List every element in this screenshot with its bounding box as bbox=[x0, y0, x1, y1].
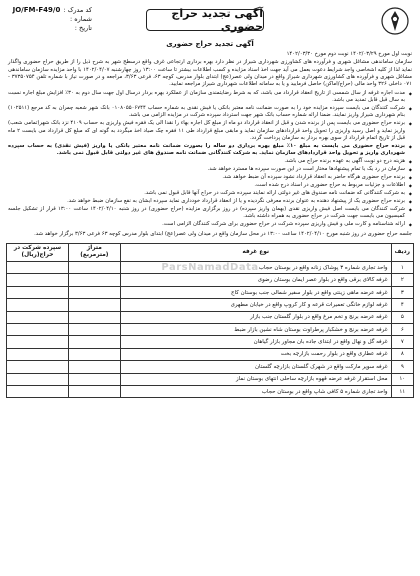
table-row bbox=[7, 348, 414, 360]
condition-item: ◆ شرکت کنندگان می بایست سپرده مزایده خود را به صورت ضمانت نامه معتبر بانکی یا فیش نقدی به شماره حساب ۰۱۰۸۰۵۵۰۶۷۴۴ بانک شهر شعبه چمران به کد مرجع (۱۰۲۵۱۱) بنام شهرداری شیراز واریز نمایند. ضمنا ارائه شماره حساب بانک شهر جهت استرداد سپرده شرکت در مزایده الزامی می باشد. bbox=[8, 105, 412, 120]
row-description: غرفه عرضه ماهی زینتی واقع در بلوار سفیر شمالی جنب بوستان کاج bbox=[120, 286, 391, 298]
row-area bbox=[68, 299, 120, 311]
row-deposit bbox=[7, 361, 69, 373]
condition-item: ◆ سازمان در رد یک یا تمام پیشنهادها مختار است در این صورت سپرده ها مسترد خواهد شد. bbox=[8, 166, 412, 173]
row-area bbox=[68, 262, 120, 274]
publication-dates: نوبت اول مورخ ۱۴۰۲/۰۳/۲۹ نوبت دوم مورخ ۱۴۰۲/۰۳/۳۰ bbox=[286, 51, 412, 57]
table-row bbox=[7, 323, 414, 335]
row-deposit bbox=[7, 299, 69, 311]
row-deposit bbox=[7, 286, 69, 298]
row-area bbox=[68, 311, 120, 323]
row-deposit bbox=[7, 311, 69, 323]
row-index: ۳ bbox=[391, 286, 413, 298]
table-header-row bbox=[7, 243, 414, 261]
condition-item: ◆ به شرکت کنندگانی که ضمانت نامه صندوق های غیر دولتی ارائه نمایند سپرده شرکت در حراج آنها قابل قبول نمی باشد. bbox=[8, 190, 412, 197]
code-label: کد مدرک : bbox=[63, 6, 92, 14]
row-index: ۱۰ bbox=[391, 373, 413, 385]
row-description: غرفه گل و نهال واقع در ابتدای جاده بان مجاور بازار گیاهان bbox=[120, 336, 391, 348]
row-area bbox=[68, 286, 120, 298]
condition-item: ◆ برنده حراج حضوری می بایست به مبلغ ۱۰٪ مبلغ بهره برداری دو ساله را بصورت ضمانت نامه معتبر بانکی یا واریز (فیش نقدی) به حساب سپرده شهرداری واریز و تحویل واحد قراردادهای سازمان نماید. به شرکت کنندگانی ضمانت نامه صندوق های غیر دولتی قابل قبول نمی باشد. bbox=[8, 143, 412, 158]
row-deposit bbox=[7, 385, 69, 397]
row-index: ۷ bbox=[391, 336, 413, 348]
row-deposit bbox=[7, 323, 69, 335]
row-description: غرفه عرضه برنج و تخم مرغ واقع در بلوار گلستان جنب بازار bbox=[120, 311, 391, 323]
table-row bbox=[7, 274, 414, 286]
row-description: واحد تجاری شماره ۵ کافی شاپ واقع در بوستان حجاب bbox=[120, 385, 391, 397]
row-area bbox=[68, 385, 120, 397]
table-row bbox=[7, 286, 414, 298]
condition-item: ◆ برنده حراج حضوری یک از پیشنهاد دهنده به عنوان برنده معرفی نگردیده و یا از انعقاد قرارداد خودداری نماید سپرده ایشان به نفع سازمان ضبط خواهد شد. bbox=[8, 198, 412, 205]
venue-note: جلسه حراج حضوری در روز شنبه مورخ ۱۴۰۲/۰۴/۱۰ ساعت ۱۳:۰۰ در محل سازمان واقع در میدان ولی عصر(عج) ابتدای بلوار مدرس کوچه ۶۳ فرعی ۳/۶۳ برگزار خواهد شد. bbox=[34, 231, 412, 238]
condition-item: ◆ شرکت کنندگان می بایست اصل فیش واریزی نقدی (بهمان واریز سپرده) در روز برگزاری مزایده (حراج حضوری) در روز شنبه ۱۴۰۲/۰۴/۱۰ ساعت ۱۳:۰۰ قرار از تشکیل جلسه کمیسیون می بایست جهت شرکت در حراج حضوری به همراه داشته باشد. bbox=[8, 206, 412, 221]
condition-item: ◆ مدت اجاره غرفه از سال شمسی از تاریخ انعقاد قرارداد می باشد، که به شرط رضایتمندی سازمان از عملکرد بهره بردار درسال اول جهت سال دوم به ۳۰٪ افزایش مبلغ اجاره نسبت به سال قبل قابل تمدید می باشد. bbox=[8, 90, 412, 105]
header bbox=[6, 4, 414, 38]
row-deposit bbox=[7, 274, 69, 286]
row-index: ۱۱ bbox=[391, 385, 413, 397]
condition-item: ◆ برنده حراج حضوری می بایست پس از برنده شدن و قبل از انعقاد قرارداد دو ماه از مبلغ کل اجاره بهاء را نقدا الی یک فقره فیش واریزی به حساب ۴۱۰۹ نزد بانک شهر(تمامی شعب) واریز نماید و اصل رسید واریزی را تحویل واحد قراردادهای سازمان نماید و مابقی مبلغ قرارداد طی ۱۱ فقره چک صیاد اخذ میگردد به گونه ای که مبلغ کل قرارداد می بایست ۲ ماه قبل از تاریخ اتمام قرارداد از سوی بهره بردار به سازمان پرداخت گردد. bbox=[8, 120, 412, 142]
row-description: غرفه لوازم خانگی تعمیرات قرعه و کار کروپ واقع در خیابان مطهری bbox=[120, 299, 391, 311]
row-index: ۵ bbox=[391, 311, 413, 323]
row-description: غرفه کالای برقی واقع در بلوار عصر ایمان بوستان رضوی bbox=[120, 274, 391, 286]
row-area bbox=[68, 274, 120, 286]
row-deposit bbox=[7, 262, 69, 274]
row-area bbox=[68, 323, 120, 335]
notice-subtitle: آگهی تجدید حراج حضوری bbox=[166, 40, 254, 48]
condition-item: ◆ هزینه درج دو نوبت آگهی به عهده برنده حراج می باشد. bbox=[8, 158, 412, 165]
header-index: ردیف bbox=[391, 243, 413, 261]
row-index: ۲ bbox=[391, 274, 413, 286]
header-deposit: سپرده شرکت در حراج(ریال) bbox=[7, 243, 69, 261]
table-row bbox=[7, 299, 414, 311]
row-area bbox=[68, 348, 120, 360]
document-meta bbox=[12, 6, 92, 33]
number-label: شماره : bbox=[70, 15, 92, 23]
condition-item: ◆ برنده حراج حضوری هرگاه حاضر به انعقاد قرارداد نشود سپرده آن ضبط خواهد شد. bbox=[8, 174, 412, 181]
date-label: تاریخ : bbox=[74, 24, 92, 32]
row-area bbox=[68, 373, 120, 385]
table-row bbox=[7, 336, 414, 348]
row-deposit bbox=[7, 348, 69, 360]
table-row bbox=[7, 385, 414, 397]
emblem-icon bbox=[380, 6, 410, 36]
row-index: ۸ bbox=[391, 348, 413, 360]
row-index: ۴ bbox=[391, 299, 413, 311]
row-index: ۹ bbox=[391, 361, 413, 373]
row-description: غرفه عرضه برنج و خشکبار پرطراوت بوستان شاه نشین بازار ضبط bbox=[120, 323, 391, 335]
row-index: ۱ bbox=[391, 262, 413, 274]
conditions-list bbox=[6, 90, 414, 229]
row-description: غرفه سوپر مارکت واقع در شهرک گلستان بازارچه گلستان bbox=[120, 361, 391, 373]
intro-paragraph: سازمان ساماندهی مشاغل شهری و فرآورده های کشاورزی شهرداری شیراز در نظر دارد بهره برداری ارتجاعی غرف واقع درسطح شهر به شرح ذیل را از طریق حراج حضوری واگذار نماید لذا از کلیه اشخاصی واجد شرایط دعوت بعمل می آید جهت اخذ اسناد مزایده و کسب اطلاعات بیشتر تا ساعت ۱۳:۰۰ روز چهارشنبه ۱۴۰۲/۰۴/۰۷ با واحد مزایده سازمان ساماندهی مشاغل شهری و فرآورده های کشاورزی شهرداری شیراز واقع در میدان ولی عصر(عج) ابتدای بلوار مدرس، کوچه ۶۳، فرعی ۳/۶۳، مراجعه و در صورت نیاز با شماره تلفن ۳۷۳۵۰۷۵۴ - ۰۷۱ داخلی ۳۲۶ واحد مالی (حراج/اماکن) حاصل فرمایید و یا به سامانه اطلاعات شهرداری شیراز مراجعه نمایید. bbox=[8, 59, 412, 88]
header-type: نوع غرفه bbox=[120, 243, 391, 261]
row-description: واحد تجاری شماره ۳ پوشاک زنانه واقع در بوستان حجاب bbox=[120, 262, 391, 274]
row-description: غرفه عطاری واقع در بلوار رحمت بازارچه بخت bbox=[120, 348, 391, 360]
row-deposit bbox=[7, 373, 69, 385]
notice-title: آگهی تجدید حراج حضوری bbox=[146, 9, 264, 31]
code-value: JO/FM-F49/0 bbox=[12, 6, 61, 14]
table-row bbox=[7, 311, 414, 323]
watermark: ParsNamadData bbox=[161, 262, 259, 273]
table-row bbox=[7, 373, 414, 385]
header-area: متراژ (مترمربع) bbox=[68, 243, 120, 261]
table-row bbox=[7, 361, 414, 373]
intro-section bbox=[6, 51, 414, 89]
row-deposit bbox=[7, 336, 69, 348]
row-description: محل استقرار غرفه عرضه قهوه بازارچه ساحلی انتهای بوستان نماز bbox=[120, 373, 391, 385]
row-area bbox=[68, 361, 120, 373]
row-index: ۶ bbox=[391, 323, 413, 335]
condition-item: ◆ اطلاعات و جزئیات مربوط به حراج حضوری در اسناد درج شده است. bbox=[8, 182, 412, 189]
condition-item: ◆ ارائه شناسنامه و کارت ملی و فیش واریزی سپرده شرکت در حراج حضوری برای شرکت کنندگان الزامی است. bbox=[8, 221, 412, 228]
row-area bbox=[68, 336, 120, 348]
